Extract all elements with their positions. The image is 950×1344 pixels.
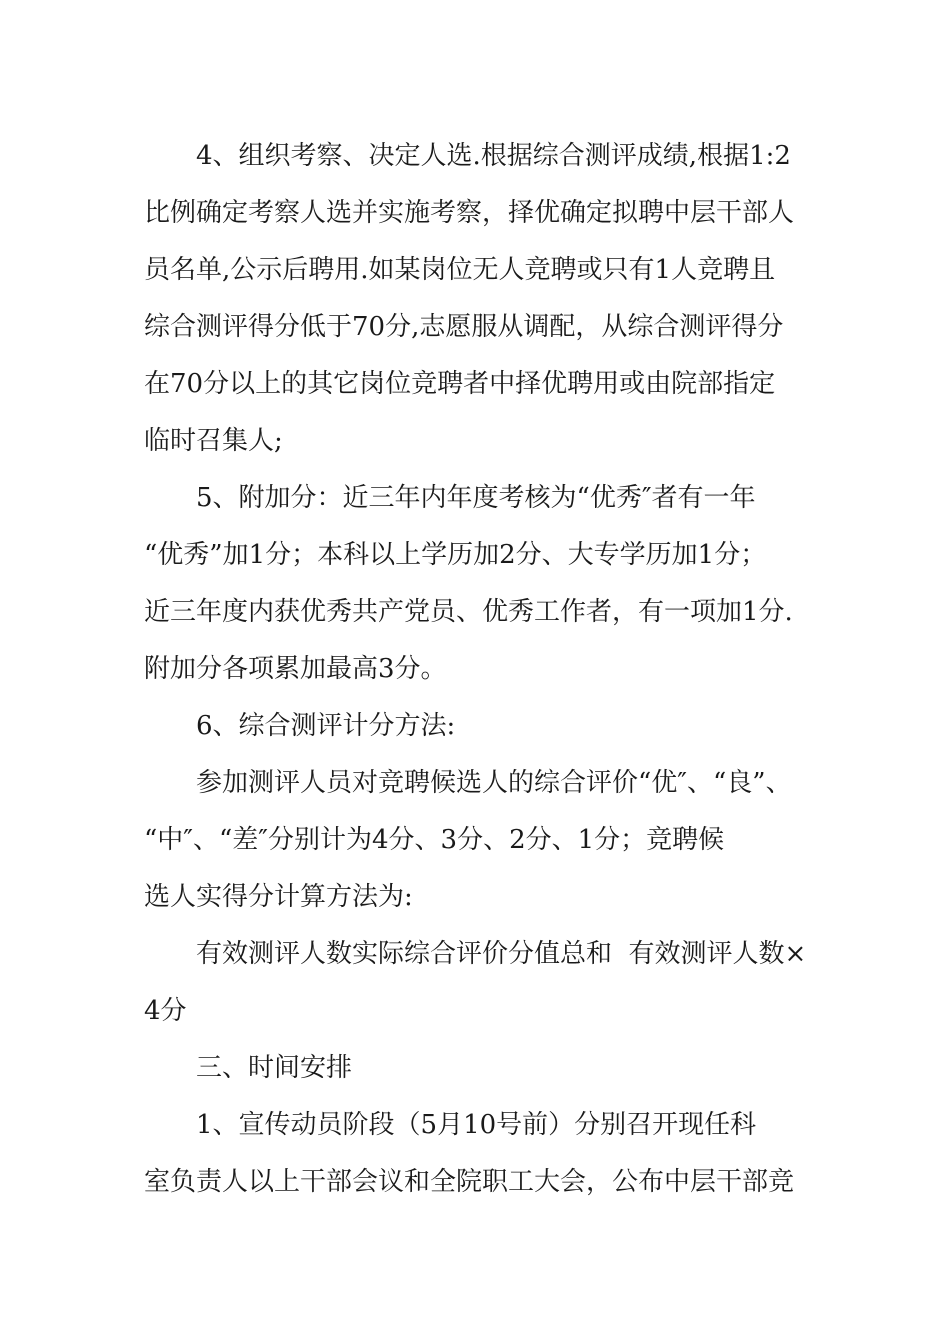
text-line: 参加测评人员对竞聘候选人的综合评价“优″、“良”、 (196, 768, 792, 798)
text-line-item4-start: 4、组织考察、决定人选.根据综合测评成绩,根据1:2 (196, 141, 791, 171)
text-line: 选人实得分计算方法为: (144, 882, 413, 912)
text-line-item5-start: 5、附加分：近三年内年度考核为“优秀″者有一年 (196, 483, 756, 513)
text-line: 临时召集人; (144, 426, 283, 456)
text-line: 室负责人以上干部会议和全院职工大会，公布中层干部竞 (144, 1167, 795, 1197)
text-line: 附加分各项累加最高3分。 (144, 654, 447, 684)
section-heading: 三、时间安排 (196, 1053, 353, 1083)
text-line: 员名单,公示后聘用.如某岗位无人竞聘或只有1人竞聘且 (144, 255, 776, 285)
text-line-item6-heading: 6、综合测评计分方法: (196, 711, 456, 741)
text-line: 综合测评得分低于70分,志愿服从调配，从综合测评得分 (144, 312, 784, 342)
text-line: 近三年度内获优秀共产党员、优秀工作者，有一项加1分. (144, 597, 793, 627)
text-line: 在70分以上的其它岗位竞聘者中择优聘用或由院部指定 (144, 369, 776, 399)
formula-line: 有效测评人数实际综合评价分值总和 有效测评人数× (196, 939, 807, 969)
text-line: “中″、“差″分别计为4分、3分、2分、1分；竞聘候 (144, 825, 725, 855)
text-line: “优秀”加1分；本科以上学历加2分、大专学历加1分； (144, 540, 767, 570)
text-line-schedule-1-start: 1、宣传动员阶段（5月10号前）分别召开现任科 (196, 1110, 757, 1140)
formula-line-tail: 4分 (144, 996, 187, 1026)
text-line: 比例确定考察人选并实施考察，择优确定拟聘中层干部人 (144, 198, 795, 228)
